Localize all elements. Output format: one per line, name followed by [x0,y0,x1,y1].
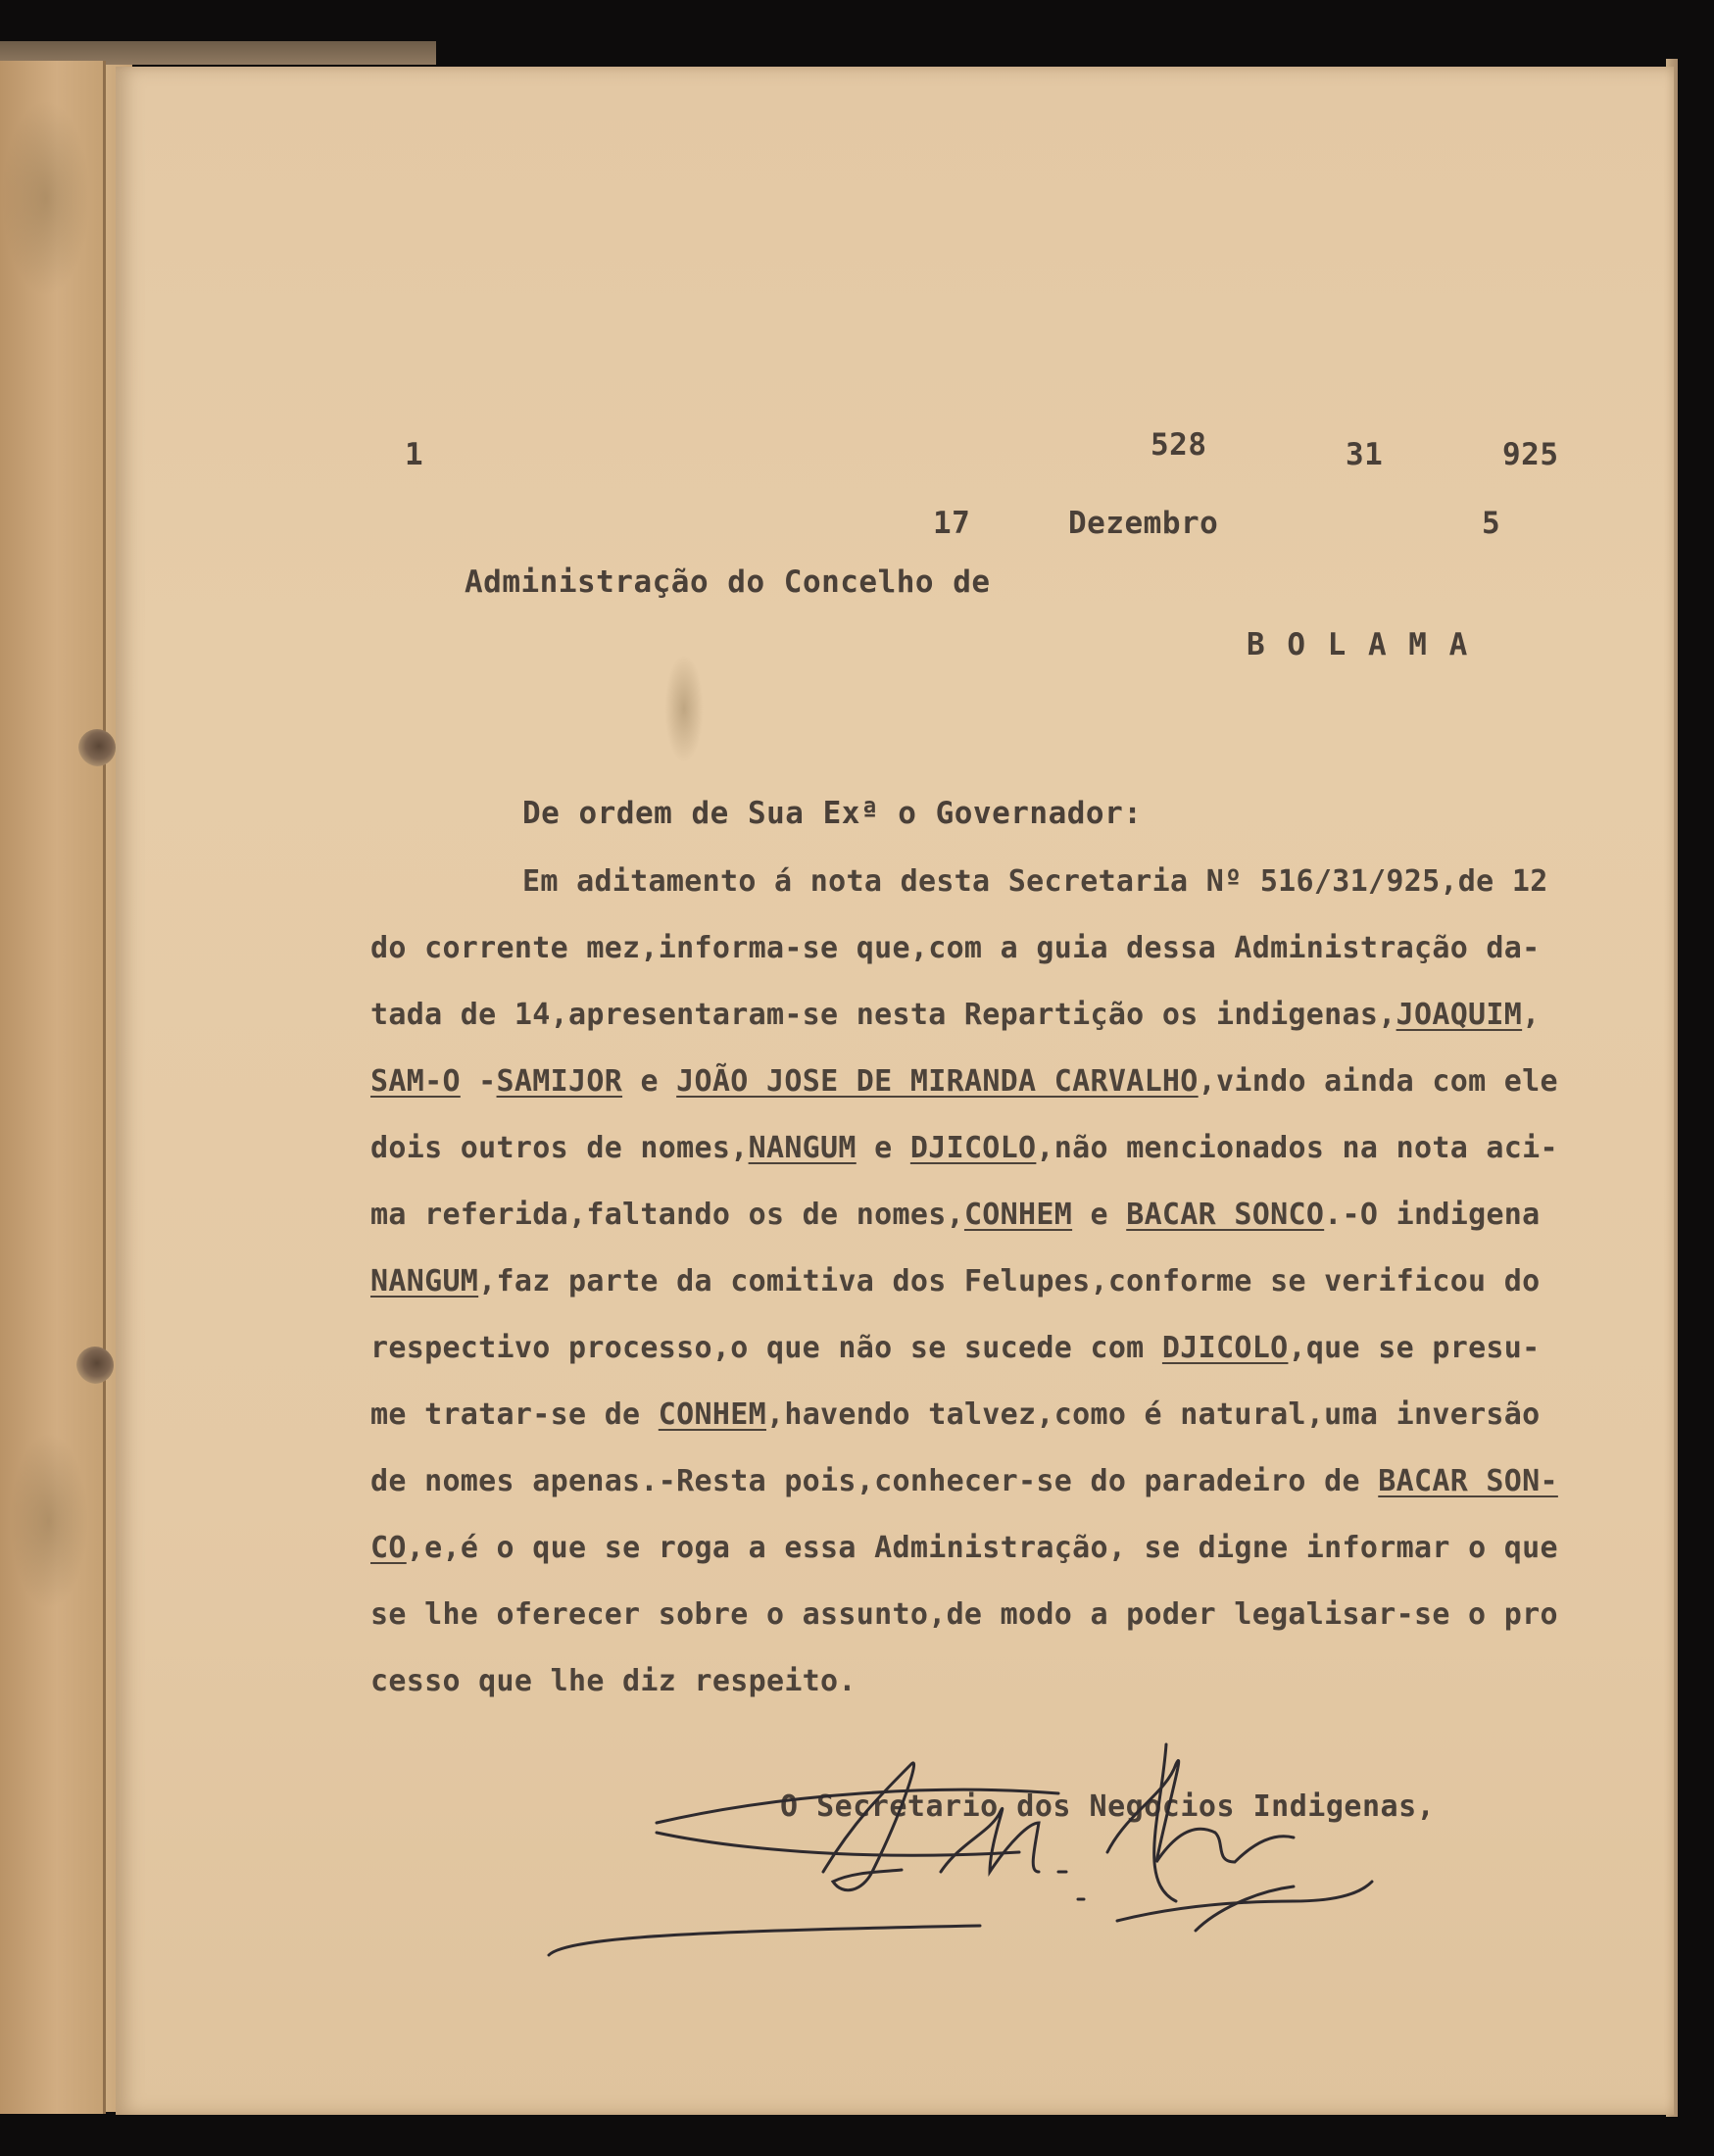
underlined-name: CONHEM [658,1397,766,1432]
body-line [370,998,1541,1032]
body-text: Em aditamento á nota desta Secretaria Nº 516/31/925,de 12 [522,864,1548,899]
underlined-name: JOAQUIM [1396,998,1523,1032]
body-text: e [1072,1198,1127,1232]
salutation: De ordem de Sua Exª o Governador: [522,796,1143,831]
body-text: , [1522,998,1541,1032]
underlined-name: CONHEM [963,1198,1073,1232]
binding-hole-icon [76,1347,114,1384]
date-month: Dezembro [1068,506,1219,541]
body-line [370,1331,1541,1365]
body-text: ma referida,faltando os de nomes, [370,1198,964,1232]
body-line [370,1597,1558,1632]
body-text: ,havendo talvez,como é natural,uma inversão [765,1397,1541,1432]
body-text: tada de 14,apresentaram-se nesta Repartição os indigenas, [370,998,1396,1032]
body-text: respectivo processo,o que não se sucede com [370,1331,1162,1365]
body-text: ,que se presu- [1288,1331,1541,1365]
body-text: dois outros de nomes, [370,1131,749,1165]
underlined-name: CO [370,1531,407,1565]
body-text: se lhe oferecer sobre o assunto,de modo a poder legalisar-se o pro [370,1597,1558,1632]
body-line [370,1064,1558,1099]
underlined-name: SAM-O [370,1064,461,1099]
body-text: e [856,1131,910,1165]
body-text: e [622,1064,677,1099]
recipient-place: B O L A M A [1247,627,1470,662]
body-line [370,1397,1541,1432]
underlined-name: BACAR SON- [1378,1464,1558,1498]
underlined-name: BACAR SONCO [1126,1198,1325,1232]
facing-page [0,61,106,2114]
body-text: .-O indigena [1324,1198,1541,1232]
underlined-name: DJICOLO [909,1131,1037,1165]
body-line [370,1464,1558,1498]
underlined-name: SAMIJOR [496,1064,623,1099]
body-line [522,864,1548,899]
handwritten-signature [529,1725,1411,1999]
underlined-name: JOÃO JOSE DE MIRANDA CARVALHO [676,1064,1199,1099]
underlined-name: DJICOLO [1161,1331,1289,1365]
body-text: ,e,é o que se roga a essa Administração, se digne informar o que [406,1531,1558,1565]
date-year-digit: 5 [1482,506,1501,541]
body-text: cesso que lhe diz respeito. [370,1664,857,1698]
body-line [370,1131,1558,1165]
underlined-name: NANGUM [748,1131,857,1165]
body-line [370,1264,1541,1298]
body-text: de nomes apenas.-Resta pois,conhecer-se do paradeiro de [370,1464,1379,1498]
underlined-name: NANGUM [370,1264,479,1298]
recipient-line: Administração do Concelho de [465,564,991,600]
closing-title: O Secretario dos Negocios Indigenas, [780,1789,1436,1824]
body-line [370,1531,1558,1565]
body-text: do corrente mez,informa-se que,com a guia dessa Administração da- [370,931,1541,965]
body-line [370,1664,857,1698]
reference-number: 1 [405,437,424,472]
binding-hole-icon [78,729,116,766]
body-text: ,não mencionados na nota aci- [1036,1131,1558,1165]
document-number: 528 [1151,427,1207,463]
paper-stain [2,100,90,296]
paper-stain [10,1433,88,1609]
body-text: me tratar-se de [370,1397,659,1432]
date-day: 17 [933,506,971,541]
body-text: - [460,1064,497,1099]
year-number: 925 [1502,437,1559,472]
paper-stain [664,655,704,762]
body-text: ,vindo ainda com ele [1198,1064,1558,1099]
series-number: 31 [1346,437,1384,472]
body-line [370,931,1541,965]
body-text: ,faz parte da comitiva dos Felupes,conforme se verificou do [478,1264,1541,1298]
body-line [370,1198,1541,1232]
